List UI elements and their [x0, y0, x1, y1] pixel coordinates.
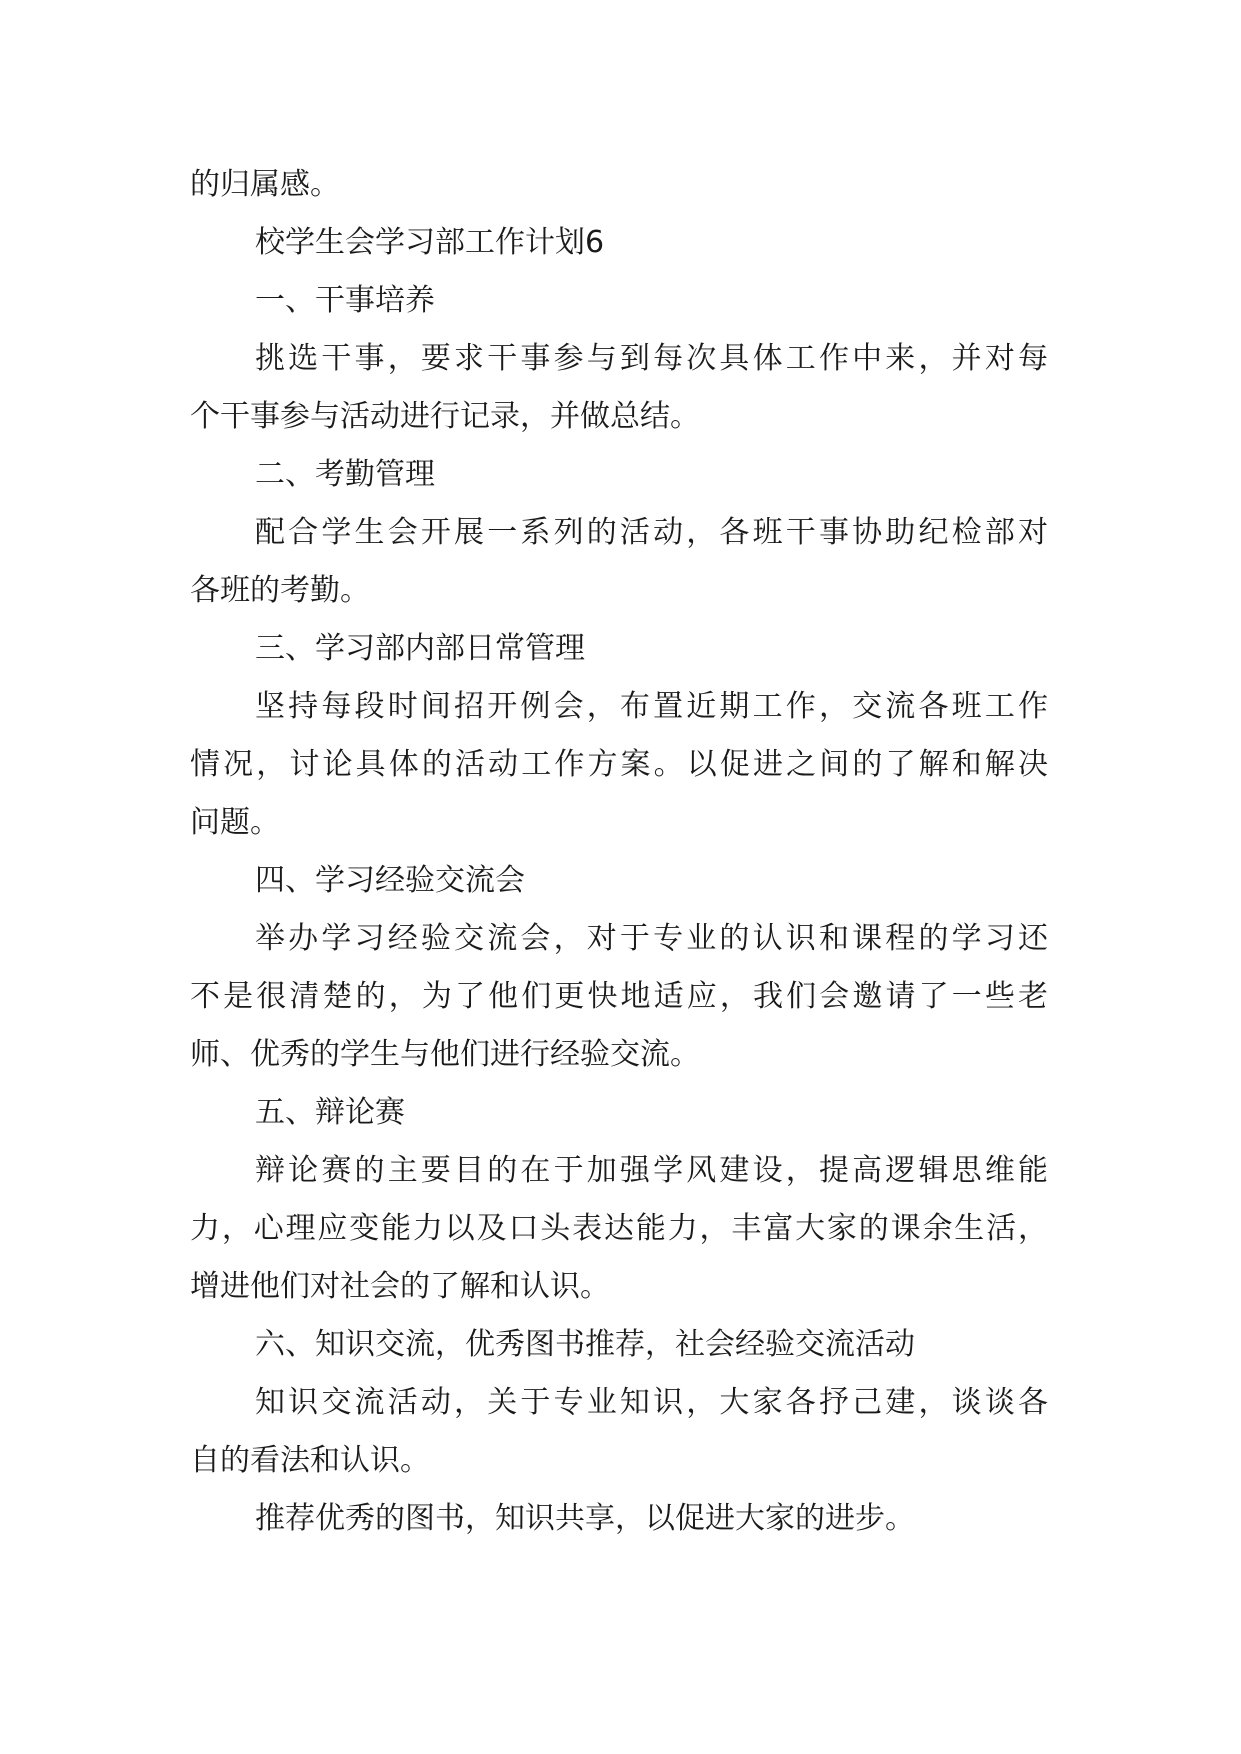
- text-line: 自的看法和认识。: [190, 1443, 430, 1478]
- text-line: 问题。: [190, 805, 280, 840]
- text-line: 个干事参与活动进行记录，并做总结。: [190, 399, 700, 434]
- text-line: 推荐优秀的图书，知识共享，以促进大家的进步。: [255, 1501, 915, 1536]
- text-line: 一、干事培养: [255, 283, 435, 318]
- text-line: 不是很清楚的，为了他们更快地适应，我们会邀请了一些老: [190, 979, 1048, 1014]
- text-line: 六、知识交流，优秀图书推荐，社会经验交流活动: [255, 1327, 915, 1362]
- text-line: 的归属感。: [190, 167, 340, 202]
- text-line: 增进他们对社会的了解和认识。: [190, 1269, 610, 1304]
- text-line: 力，心理应变能力以及口头表达能力，丰富大家的课余生活，: [190, 1211, 1048, 1246]
- text-line: 二、考勤管理: [255, 457, 435, 492]
- text-line: 五、辩论赛: [255, 1095, 405, 1130]
- text-line: 三、学习部内部日常管理: [255, 631, 585, 666]
- text-line: 挑选干事，要求干事参与到每次具体工作中来，并对每: [255, 341, 1048, 376]
- text-line: 各班的考勤。: [190, 573, 370, 608]
- text-line: 举办学习经验交流会，对于专业的认识和课程的学习还: [255, 921, 1048, 956]
- text-line: 坚持每段时间招开例会，布置近期工作，交流各班工作: [255, 689, 1048, 724]
- text-line: 校学生会学习部工作计划6: [255, 225, 605, 260]
- text-line: 情况，讨论具体的活动工作方案。以促进之间的了解和解决: [190, 747, 1048, 782]
- text-line: 四、学习经验交流会: [255, 863, 525, 898]
- document-body: [190, 156, 1048, 1548]
- text-line: 师、优秀的学生与他们进行经验交流。: [190, 1037, 700, 1072]
- text-line: 配合学生会开展一系列的活动，各班干事协助纪检部对: [255, 515, 1048, 550]
- text-line: 辩论赛的主要目的在于加强学风建设，提高逻辑思维能: [255, 1153, 1048, 1188]
- text-line: 知识交流活动，关于专业知识，大家各抒己建，谈谈各: [255, 1385, 1048, 1420]
